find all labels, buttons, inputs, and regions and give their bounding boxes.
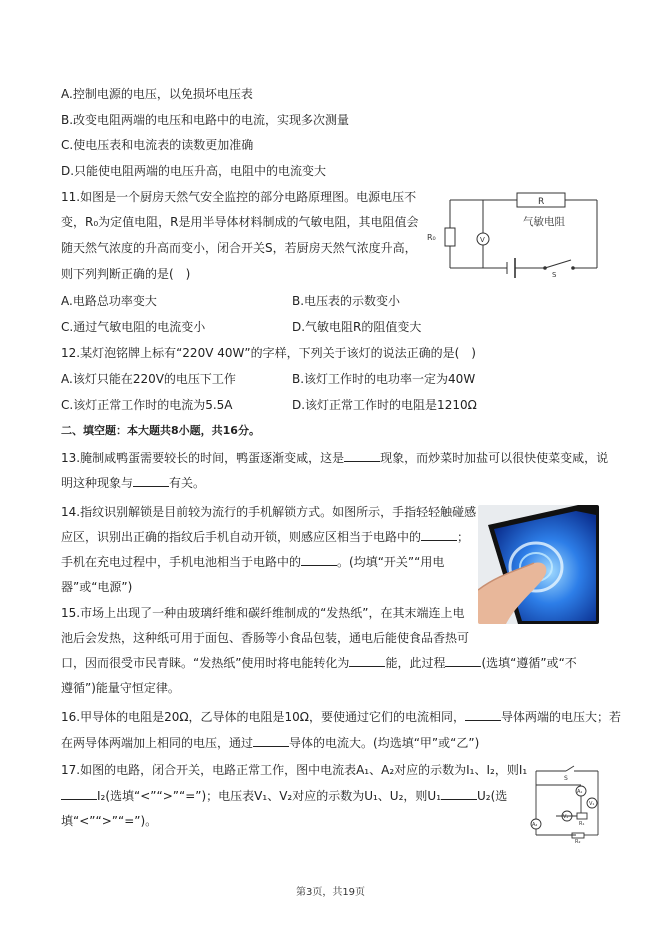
- q13-text-d: 有关。: [169, 476, 206, 490]
- q13-blank-2: [133, 475, 169, 487]
- q17-r2-label: R₂: [575, 839, 581, 843]
- q11-stem-line3: 随天然气浓度的升高而变小，闭合开关S，若厨房天然气浓度升高，: [61, 241, 417, 255]
- q12-option-b: B.该灯工作时的电功率一定为40W: [292, 372, 476, 386]
- q14-blank-2: [301, 554, 337, 566]
- q13-text-c: 明这种现象与: [61, 476, 134, 490]
- q12-option-a: A.该灯只能在220V的电压下工作: [61, 372, 236, 386]
- q10-option-d: D.只能使电阻两端的电压升高，电阻中的电流变大: [61, 164, 327, 178]
- q15-blank-2: [445, 655, 481, 667]
- q15-text-a: 口，因而很受市民青睐。“发热纸”使用时将电能转化为: [61, 656, 350, 670]
- q14-text-c: 手机在充电过程中，手机电池相当于电路中的: [61, 555, 302, 569]
- q16-blank-1: [465, 709, 501, 721]
- q17-v2-label: V₂: [563, 814, 569, 820]
- q10-option-b: B.改变电阻两端的电压和电路中的电流，实现多次测量: [61, 113, 350, 127]
- q15-line1: 15.市场上出现了一种由玻璃纤维和碳纤维制成的“发热纸”，在其末端连上电: [61, 606, 465, 620]
- page-footer: 第3页，共19页: [295, 887, 366, 898]
- q11-option-a: A.电路总功率变大: [61, 294, 157, 308]
- q14-blank-1: [421, 529, 457, 541]
- q17-text-b: U₂(选: [477, 789, 508, 803]
- q16-text-d: 导体的电流大。(均选填“甲”或“乙”): [289, 736, 480, 750]
- q14-text-d: 。(均填“开关”“用电: [337, 555, 445, 569]
- q17-line3: 填“<”“>”“=”)。: [61, 814, 158, 828]
- q16-text-a: 16.甲导体的电阻是20Ω，乙导体的电阻是10Ω，要使通过它们的电流相同，: [61, 710, 465, 724]
- q14-text-a: 应区，识别出正确的指纹后手机自动开锁，则感应区相当于电路中的: [61, 530, 422, 544]
- q12-stem: 12.某灯泡铭牌上标有“220V 40W”的字样，下列关于该灯的说法正确的是( ): [61, 346, 476, 360]
- q11-option-d: D.气敏电阻R的阻值变大: [292, 320, 422, 334]
- q15-line2: 池后会发热，这种纸可用于面包、香肠等小食品包装，通电后能使食品香热可: [61, 631, 470, 645]
- q16-text-b: 导体两端的电压大；若: [500, 710, 621, 724]
- q17-blank-2: [441, 788, 477, 800]
- q15-text-c: (选填“遵循”或“不: [481, 656, 577, 670]
- q15-text-b: 能，此过程: [385, 656, 446, 670]
- q16-blank-2: [253, 735, 289, 747]
- q14-text-b: ；: [457, 530, 470, 544]
- q17-line1: 17.如图的电路，闭合开关，电路正常工作，图中电流表A₁、A₂对应的示数为I₁、I₂，则I₁: [61, 763, 528, 777]
- q17-v1-label: V₁: [589, 801, 595, 807]
- q12-option-c: C.该灯正常工作时的电流为5.5A: [61, 398, 233, 412]
- q11-stem-line2: 变，R₀为定值电阻，R是用半导体材料制成的气敏电阻，其电阻值会: [61, 215, 419, 229]
- q17-blank-1: [61, 788, 97, 800]
- q13-blank-1: [344, 450, 380, 462]
- q10-option-c: C.使电压表和电流表的读数更加准确: [61, 138, 254, 152]
- q11-circuit-diagram: [425, 188, 605, 278]
- q17-r1-label: R₁: [579, 821, 585, 827]
- q11-option-b: B.电压表的示数变小: [292, 294, 401, 308]
- q17-circuit-diagram: [526, 763, 606, 843]
- q13-text-b: 现象，而炒菜时加盐可以很快使菜变咸，说: [380, 451, 609, 465]
- q13-text-a: 13.腌制咸鸭蛋需要较长的时间，鸭蛋逐渐变咸，这是: [61, 451, 345, 465]
- q17-text-a: I₂(选填“<”“>”“=”)；电压表V₁、V₂对应的示数为U₁、U₂，则U₁: [97, 789, 441, 803]
- q17-switch-label: S: [564, 775, 568, 782]
- q12-option-d: D.该灯正常工作时的电阻是1210Ω: [292, 398, 477, 412]
- q14-line4: 器”或“电源”): [61, 580, 133, 594]
- q14-line1: 14.指纹识别解锁是目前较为流行的手机解锁方式。如图所示，手指轻轻触碰感: [61, 505, 477, 519]
- sensor-label: 气敏电阻: [523, 216, 565, 228]
- q16-text-c: 在两导体两端加上相同的电压，通过: [61, 736, 254, 750]
- q10-option-a: A.控制电源的电压，以免损坏电压表: [61, 87, 253, 101]
- q15-line4: 遵循”)能量守恒定律。: [61, 681, 180, 695]
- voltmeter-label: V: [480, 236, 485, 244]
- q17-a2-label: A₂: [532, 822, 538, 828]
- switch-label: S: [552, 271, 557, 278]
- q11-option-c: C.通过气敏电阻的电流变小: [61, 320, 206, 334]
- r-label: R: [538, 197, 545, 207]
- q11-stem-line4: 则下列判断正确的是( ): [61, 267, 191, 281]
- r0-label: R₀: [427, 233, 436, 242]
- q11-stem-line1: 11.如图是一个厨房天然气安全监控的部分电路原理图。电源电压不: [61, 190, 417, 204]
- q15-blank-1: [349, 655, 385, 667]
- fingerprint-phone-image: [478, 505, 599, 624]
- section-heading: 二、填空题：本大题共8小题，共16分。: [61, 424, 260, 437]
- q17-a1-label: A₁: [577, 789, 583, 795]
